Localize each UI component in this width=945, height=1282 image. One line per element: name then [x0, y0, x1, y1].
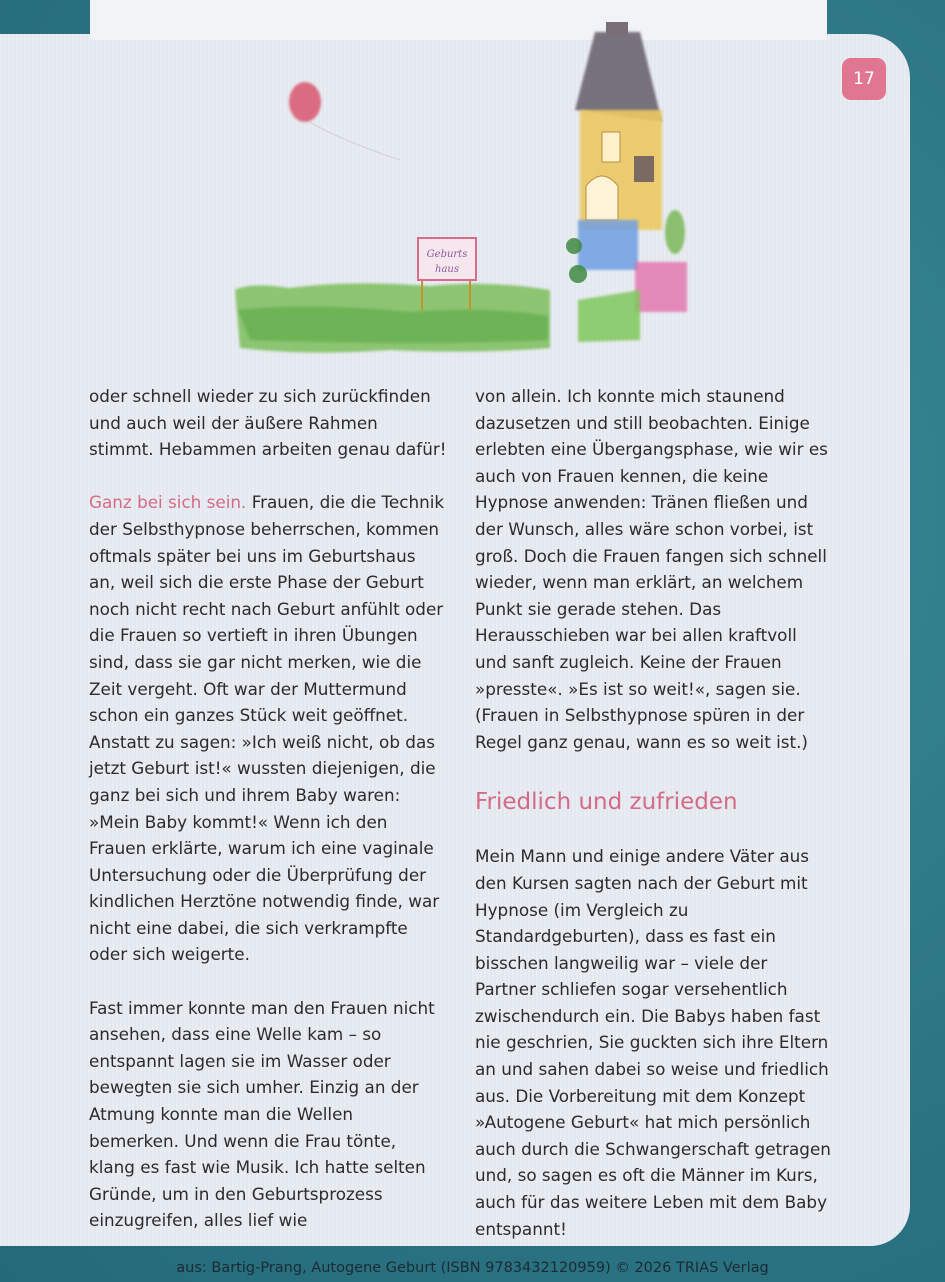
left-paragraph-2-body: Frauen, die die Technik der Selbsthypnose beherrschen, kommen oftmals später bei uns im Geburtshaus an, weil sich die erste Phase der Geburt noch nicht recht nach Geburt anfühlt oder die Frauen so vertieft in ihren Übungen sind, dass sie gar nicht merken, wie die Zeit vergeht. Oft war der Muttermund schon ein ganzes Stück weit geöffnet. Anstatt zu sagen: »Ich weiß nicht, ob das jetzt Geburt ist!« wussten diejenigen, die ganz bei sich und ihrem Baby waren: »Mein Baby kommt!« Wenn ich den Frauen erklärte, warum ich eine vaginale Untersuchung oder die Überprüfung der kindlichen Herztöne notwendig finde, war nicht eine dabei, die sich verkrampfte oder sich weigerte.	[89, 492, 445, 965]
house-icon	[566, 22, 687, 342]
left-paragraph-1: oder schnell wieder zu sich zurückfinden und auch weil der äußere Rahmen stimmt. Hebammen arbeiten genau dafür!	[89, 386, 447, 460]
watercolor-birth-house-icon	[230, 10, 710, 360]
grass-icon	[235, 283, 550, 352]
right-paragraph-1: von allein. Ich konnte mich staunend dazusetzen und still beobachten. Einige erlebten eine Übergangsphase, wie wir es auch von Frauen kennen, die keine Hypnose anwenden: Tränen fließen und der Wunsch, alles wäre schon vorbei, ist groß. Doch die Frauen fangen sich schnell wieder, wenn man erklärt, an welchem Punkt sie gerade stehen. Das Herausschieben war bei allen kraftvoll und sanft zugleich. Keine der Frauen »presste«. »Es ist so weit!«, sagen sie. (Frauen in Selbsthypnose spüren in der Regel ganz genau, wann es so weit ist.)	[475, 386, 828, 752]
copyright-footer: aus: Bartig-Prang, Autogene Geburt (ISBN 9783432120959) © 2026 TRIAS Verlag	[176, 1260, 769, 1276]
sign-text-line1: Geburts	[426, 249, 468, 260]
balloon-icon	[289, 82, 400, 160]
paragraph-lead-in: Ganz bei sich sein.	[89, 492, 247, 513]
left-paragraph-2	[89, 489, 447, 968]
left-paragraph-3: Fast immer konnte man den Frauen nicht ansehen, dass eine Welle kam – so entspannt lagen sie im Wasser oder bewegten sie sich umher. Einzig an der Atmung konnte man die Wellen bemerken. Und wenn die Frau tönte, klang es fast wie Musik. Ich hatte selten Gründe, um in den Geburtsprozess einzugreifen, alles lief wie	[89, 997, 435, 1231]
left-column	[89, 383, 447, 1234]
page-number-badge: 17	[842, 58, 886, 100]
right-column	[475, 383, 833, 1242]
sign-text-line2: haus	[435, 264, 459, 275]
right-paragraph-2: Mein Mann und einige andere Väter aus den Kursen sagten nach der Geburt mit Hypnose (im Vergleich zu Standardgeburten), dass es fast ein bisschen langweilig war – viele der Partner schliefen sogar versehentlich zwischendurch ein. Die Babys haben fast nie geschrien, Sie guckten sich ihre Eltern an und sahen dabei so weise und friedlich aus. Die Vorbereitung mit dem Konzept »Autogene Geburt« hat mich persönlich auch durch die Schwangerschaft getragen und, so sagen es oft die Männer im Kurs, auch für das weitere Leben mit dem Baby entspannt!	[475, 846, 831, 1239]
section-heading: Friedlich und zufrieden	[475, 789, 738, 816]
